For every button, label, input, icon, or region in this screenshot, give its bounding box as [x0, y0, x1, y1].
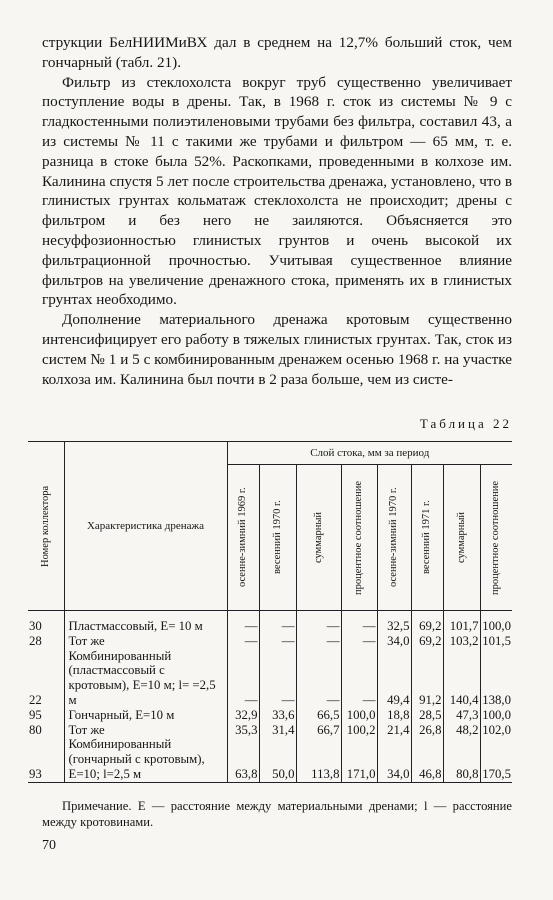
runoff-value: 35,3 — [227, 723, 259, 738]
paragraph-3: Дополнение материального дренажа кротовым существенно интенсифицирует его работу в тяжелых глинистых грунтах. Так, сток из систем № 1 и 5 с комбинированным дренажем осенью 1968 г. на участке колхоза им. Калинина был почти в 2 раза больше, чем из систе- — [42, 311, 512, 388]
header-period-3: суммарный — [296, 465, 341, 611]
body-text — [42, 33, 512, 389]
drainage-description: Гончарный, E=10 м — [64, 708, 227, 723]
runoff-value: 80,8 — [443, 737, 480, 782]
runoff-value: — — [227, 634, 259, 649]
header-runoff-group: Слой стока, мм за период — [227, 442, 512, 465]
collector-number: 95 — [29, 707, 42, 722]
runoff-value: 28,5 — [411, 708, 443, 723]
runoff-value: 48,2 — [443, 723, 480, 738]
page-number: 70 — [42, 838, 56, 853]
header-period-8: процентное соотношение — [480, 465, 512, 611]
collector-number: 93 — [28, 737, 64, 782]
header-period-1: осенне-зимний 1969 г. — [227, 465, 259, 611]
header-period-2: весенний 1970 г. — [259, 465, 296, 611]
runoff-value: 100,0 — [341, 708, 377, 723]
runoff-value: — — [227, 611, 259, 634]
runoff-value: — — [341, 649, 377, 708]
table-row — [28, 634, 512, 649]
drainage-description: Пластмассовый, E= 10 м — [64, 611, 227, 634]
runoff-value: 100,2 — [341, 723, 377, 738]
table-row — [28, 649, 512, 708]
runoff-value: 101,5 — [480, 634, 512, 649]
runoff-value: 47,3 — [443, 708, 480, 723]
runoff-value: 32,9 — [227, 708, 259, 723]
runoff-value: 21,4 — [377, 723, 411, 738]
runoff-value: 113,8 — [296, 737, 341, 782]
table-note: Примечание. E — расстояние между материальными дренами; l — расстояние между кротовинами. — [42, 799, 512, 829]
runoff-value: — — [296, 634, 341, 649]
runoff-value: 171,0 — [341, 737, 377, 782]
runoff-value: — — [259, 649, 296, 708]
table-label: Таблица 22 — [419, 416, 512, 431]
collector-number: 80 — [29, 722, 42, 737]
runoff-value: 33,6 — [259, 708, 296, 723]
runoff-value: 34,0 — [377, 634, 411, 649]
runoff-value: 102,0 — [480, 723, 512, 738]
table-row — [28, 611, 512, 634]
runoff-value: 101,7 — [443, 611, 480, 634]
runoff-value: — — [341, 611, 377, 634]
runoff-value: 66,7 — [296, 723, 341, 738]
header-collector-number: Номер коллектора — [28, 442, 64, 611]
runoff-value: 32,5 — [377, 611, 411, 634]
drainage-description: Комбинированный (гончарный с кротовым), E=10; l=2,5 м — [64, 737, 227, 782]
header-period-7: суммарный — [443, 465, 480, 611]
runoff-value: 26,8 — [411, 723, 443, 738]
runoff-value: — — [296, 649, 341, 708]
header-period-5: осенне-зимний 1970 г. — [377, 465, 411, 611]
header-period-6: весенний 1971 г. — [411, 465, 443, 611]
collector-number: 30 — [29, 619, 42, 633]
runoff-value: 63,8 — [227, 737, 259, 782]
runoff-value: 100,0 — [480, 611, 512, 634]
header-period-4: процентное соотношение — [341, 465, 377, 611]
runoff-value: 100,0 — [480, 708, 512, 723]
runoff-value: 91,2 — [411, 649, 443, 708]
runoff-value: — — [259, 611, 296, 634]
runoff-value: 66,5 — [296, 708, 341, 723]
runoff-value: 31,4 — [259, 723, 296, 738]
drainage-description: Тот же — [64, 723, 227, 738]
runoff-value: — — [259, 634, 296, 649]
runoff-value: 18,8 — [377, 708, 411, 723]
runoff-value: — — [341, 634, 377, 649]
drainage-description: Комбинированный (пластмассовый с кротовым), E=10 м; l= =2,5 м — [64, 649, 227, 708]
runoff-value: — — [296, 611, 341, 634]
paragraph-1: струкции БелНИИМиВХ дал в среднем на 12,7% больший сток, чем гончарный (табл. 21). — [42, 34, 512, 71]
drainage-table — [28, 441, 512, 783]
table-row — [28, 737, 512, 782]
runoff-value: 69,2 — [411, 634, 443, 649]
runoff-value: 49,4 — [377, 649, 411, 708]
collector-number: 28 — [29, 633, 42, 648]
collector-number: 22 — [29, 692, 42, 707]
runoff-value: 140,4 — [443, 649, 480, 708]
runoff-value: 170,5 — [480, 737, 512, 782]
table-row — [28, 723, 512, 738]
runoff-value: — — [227, 649, 259, 708]
runoff-value: 103,2 — [443, 634, 480, 649]
runoff-value: 50,0 — [259, 737, 296, 782]
header-characteristic: Характеристика дренажа — [64, 442, 227, 611]
paragraph-2: Фильтр из стеклохолста вокруг труб существенно увеличивает поступление воды в дрены. Так, в 1968 г. сток из системы № 9 с гладкостенными полиэтиленовыми трубами без фильтра, составил 43, а из системы № 11 с такими же трубами и фильтром — 65 мм, т. е. разница в стоке была 52%. Раскопками, проведенными в колхозе им. Калинина спустя 5 лет после строительства дренажа, установлено, что в глинистых грунтах кольматаж стеклохолста не происходит; дрены с фильтром и без него не заиляются. Объясняется это несуффозионностью глинистых грунтов и очень высокой их фильтрационной прочностью. Учитывая существенное влияние фильтров на увеличение дренажного стока, применять их в глинистых грунтах необходимо. — [42, 73, 512, 309]
drainage-description: Тот же — [64, 634, 227, 649]
runoff-value: 138,0 — [480, 649, 512, 708]
runoff-value: 69,2 — [411, 611, 443, 634]
runoff-value: 34,0 — [377, 737, 411, 782]
table-body — [28, 611, 512, 783]
runoff-value: 46,8 — [411, 737, 443, 782]
table-row — [28, 708, 512, 723]
